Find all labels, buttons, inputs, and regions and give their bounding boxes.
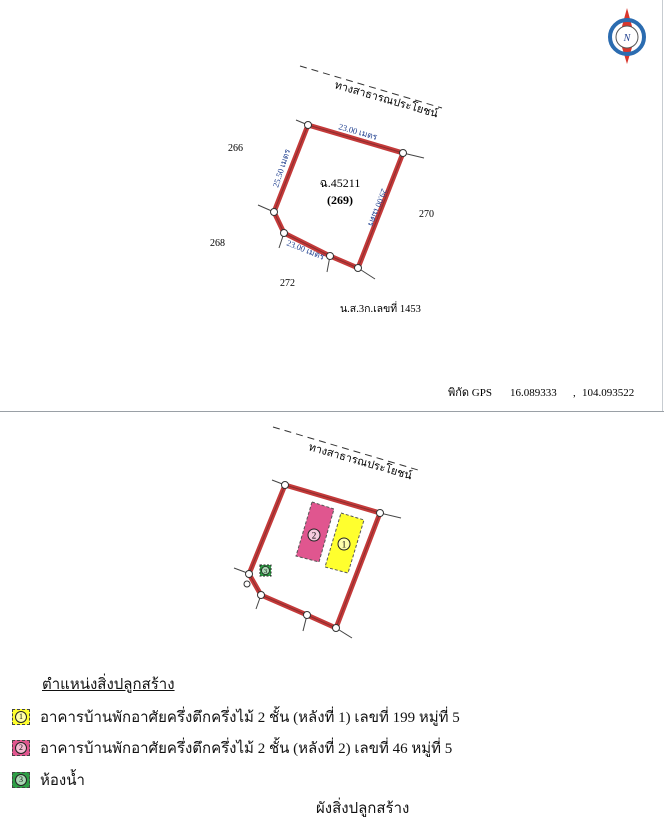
dimension-north: 23.00 เมตร bbox=[337, 121, 379, 142]
neighbor-270: 270 bbox=[419, 209, 434, 220]
top-site-plan bbox=[0, 0, 664, 411]
legend-text-2: อาคารบ้านพักอาศัยครึ่งตึกครึ่งไม้ 2 ชั้น (หลังที่ 2) เลขที่ 46 หมู่ที่ 5 bbox=[40, 741, 453, 757]
parcel-number: ฉ.45211 bbox=[319, 176, 361, 190]
legend-item-2 bbox=[12, 738, 452, 758]
bottom-site-plan bbox=[0, 412, 664, 662]
boundary-post bbox=[333, 625, 340, 632]
gps-lng: 104.093522 bbox=[582, 387, 635, 399]
boundary-post bbox=[258, 592, 265, 599]
neighbor-272: 272 bbox=[280, 278, 295, 289]
document-reference: น.ส.3ก.เลขที่ 1453 bbox=[340, 304, 421, 315]
legend-swatch-2 bbox=[12, 740, 30, 756]
legend-number-1: 1 bbox=[15, 711, 27, 723]
footer-title: ผังสิ่งปลูกสร้าง bbox=[316, 801, 410, 817]
legend-number-3: 3 bbox=[15, 774, 27, 786]
road-label: ทางสาธารณประโยชน์ bbox=[307, 441, 414, 483]
boundary-post bbox=[355, 265, 362, 272]
neighbor-266: 266 bbox=[228, 143, 243, 154]
boundary-post bbox=[377, 510, 384, 517]
legend-number-2: 2 bbox=[15, 742, 27, 754]
building-2-number: 2 bbox=[311, 530, 317, 541]
parcel-sub: (269) bbox=[327, 193, 353, 207]
legend-swatch-1 bbox=[12, 709, 30, 725]
boundary-post bbox=[400, 150, 407, 157]
neighbor-268: 268 bbox=[210, 238, 225, 249]
gps-label: พิกัด GPS bbox=[448, 387, 492, 399]
boundary-post bbox=[271, 209, 278, 216]
dimension-west: 25.50 เมตร bbox=[270, 147, 293, 189]
boundary-post bbox=[327, 253, 334, 260]
gps-separator: , bbox=[573, 387, 576, 399]
legend-text-1: อาคารบ้านพักอาศัยครึ่งตึกครึ่งไม้ 2 ชั้น (หลังที่ 1) เลขที่ 199 หมู่ที่ 5 bbox=[40, 710, 460, 726]
legend-item-1 bbox=[12, 707, 460, 727]
boundary-post bbox=[305, 122, 312, 129]
legend-title: ตำแหน่งสิ่งปลูกสร้าง bbox=[42, 677, 175, 693]
compass-letter: N bbox=[623, 33, 631, 44]
boundary-post bbox=[304, 612, 311, 619]
boundary-post bbox=[282, 482, 289, 489]
dimension-south: 23.00 เมตร bbox=[285, 237, 326, 262]
road-label: ทางสาธารณประโยชน์ bbox=[333, 79, 440, 121]
legend-swatch-3 bbox=[12, 772, 30, 788]
legend-item-3 bbox=[12, 770, 85, 790]
boundary-post bbox=[244, 581, 250, 587]
building-1-number: 1 bbox=[341, 539, 347, 550]
building-3-number: 3 bbox=[263, 568, 268, 575]
gps-lat: 16.089333 bbox=[510, 387, 557, 399]
boundary-post bbox=[281, 230, 288, 237]
dimension-east: 29.00 เมตร bbox=[365, 187, 390, 229]
legend-text-3: ห้องน้ำ bbox=[40, 773, 85, 789]
boundary-post bbox=[246, 571, 253, 578]
